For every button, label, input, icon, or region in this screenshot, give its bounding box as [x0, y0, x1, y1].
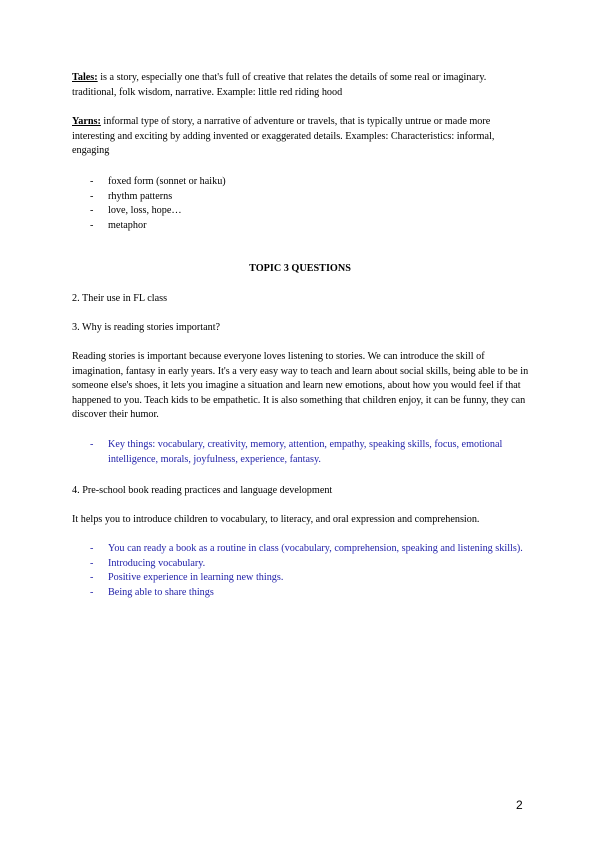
list-item: - Key things: vocabulary, creativity, memory, attention, empathy, speaking skills, focus, emotional intelligence, morals, joyfulness, experience, fantasy. [90, 438, 530, 467]
list-item: - Being able to share things [90, 586, 530, 601]
tales-paragraph [72, 71, 532, 100]
list-item: - love, loss, hope… [90, 204, 530, 219]
characteristics-list [90, 175, 530, 233]
yarns-definition: informal type of story, a narrative of adventure or travels, that is typically untrue or made more interesting and exciting by adding invented or exaggerated details. Examples: Characteristics: informal, engaging [72, 116, 495, 157]
yarns-paragraph [72, 115, 532, 159]
yarns-term: Yarns: [72, 116, 101, 127]
list-item: - metaphor [90, 219, 530, 234]
key-things-list [90, 438, 530, 467]
list-item: - You can ready a book as a routine in class (vocabulary, comprehension, speaking and listening skills). [90, 542, 530, 557]
list-item: - Positive experience in learning new things. [90, 571, 530, 586]
list-item: - Introducing vocabulary. [90, 557, 530, 572]
question-4-points [90, 542, 530, 600]
tales-term: Tales: [72, 72, 98, 83]
question-4: 4. Pre-school book reading practices and language development [72, 485, 333, 496]
list-item: - rhythm patterns [90, 190, 530, 205]
question-3: 3. Why is reading stories important? [72, 322, 221, 333]
question-3-answer: Reading stories is important because everyone loves listening to stories. We can introduce the skill of imagination, fantasy in early years. It's a very easy way to teach and learn about social skills, being able to be in someone else's shoes, it lets you imagine a situation and learn new emotions, about how you would feel if that happened to you. Teach kids to be empathetic. It is also something that children enjoy, it can be funny, they can discover their humor. [72, 351, 529, 421]
question-2: 2. Their use in FL class [72, 293, 168, 304]
tales-definition: is a story, especially one that's full of creative that relates the details of some real or imaginary. traditional, folk wisdom, narrative. Example: little red riding hood [72, 72, 487, 98]
list-item: - foxed form (sonnet or haiku) [90, 175, 530, 190]
page-number: 2 [516, 798, 523, 812]
question-4-answer: It helps you to introduce children to vocabulary, to literacy, and oral expression and comprehension. [72, 514, 480, 525]
section-heading: TOPIC 3 QUESTIONS [249, 263, 351, 274]
